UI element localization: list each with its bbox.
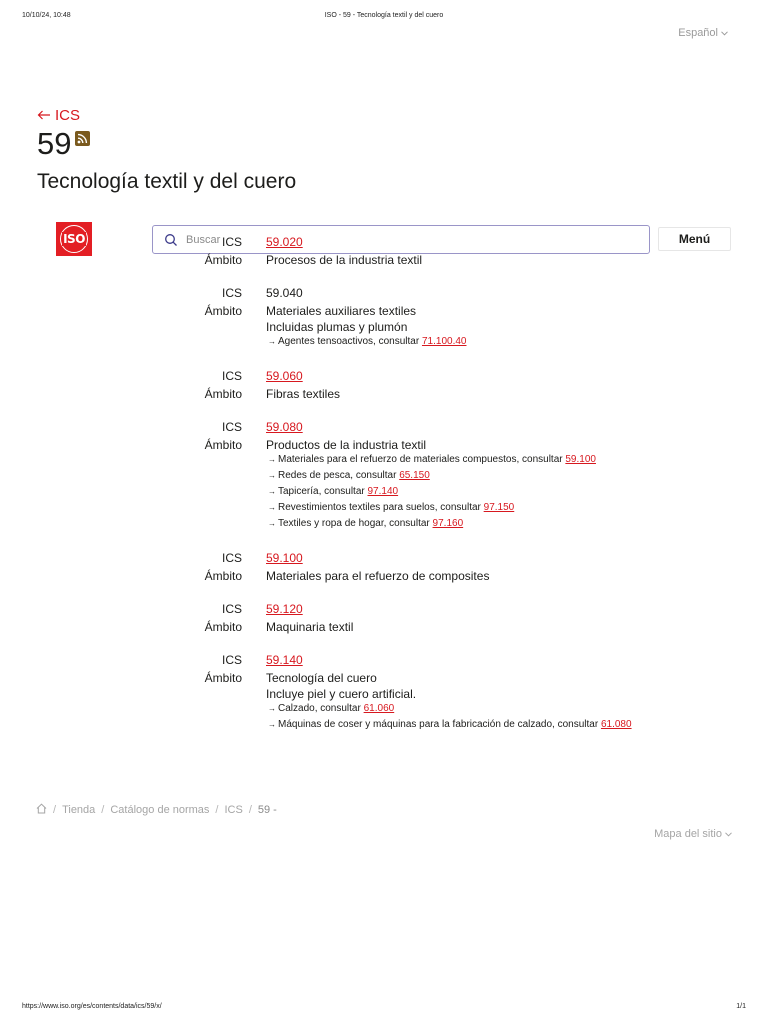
see-also-link[interactable]: 97.140 bbox=[367, 486, 399, 497]
print-page-number: 1/1 bbox=[736, 1003, 746, 1010]
see-also-text: Redes de pesca, consultar bbox=[278, 470, 397, 481]
see-also-text: Textiles y ropa de hogar, consultar bbox=[278, 518, 430, 529]
see-also-note bbox=[268, 703, 394, 714]
ics-label: ICS bbox=[221, 551, 242, 565]
see-also-text: Tapicería, consultar bbox=[278, 486, 365, 497]
arrow-right-icon: → bbox=[268, 720, 276, 729]
arrow-right-icon: → bbox=[268, 519, 276, 528]
see-also-note bbox=[268, 518, 463, 529]
scope-value: Tecnología del cuero bbox=[266, 671, 377, 685]
ics-label: ICS bbox=[221, 653, 242, 667]
scope-label: Ámbito bbox=[204, 569, 242, 583]
scope-label: Ámbito bbox=[204, 438, 242, 452]
scope-value: Fibras textiles bbox=[266, 387, 341, 401]
arrow-left-icon bbox=[37, 107, 51, 124]
arrow-right-icon: → bbox=[268, 337, 276, 346]
print-url: https://www.iso.org/es/contents/data/ics/59/x/ bbox=[22, 1003, 162, 1010]
ics-label: ICS bbox=[221, 602, 242, 616]
search-icon bbox=[164, 233, 178, 247]
search-input[interactable] bbox=[186, 234, 626, 246]
ics-label: ICS bbox=[221, 235, 242, 249]
arrow-right-icon: → bbox=[268, 487, 276, 496]
see-also-link[interactable]: 71.100.40 bbox=[421, 336, 467, 347]
scope-label: Ámbito bbox=[204, 671, 242, 685]
ics-code-value[interactable]: 59.140 bbox=[266, 653, 303, 667]
see-also-link[interactable]: 65.150 bbox=[399, 470, 430, 481]
breadcrumb-separator: / bbox=[101, 804, 105, 816]
breadcrumb-separator: / bbox=[53, 804, 57, 816]
back-link-label: ICS bbox=[55, 107, 81, 124]
breadcrumb-item-ics[interactable]: ICS bbox=[224, 804, 243, 816]
breadcrumb bbox=[36, 803, 277, 817]
see-also-text: Máquinas de coser y máquinas para la fabricación de calzado, consultar bbox=[278, 719, 599, 730]
scope-label: Ámbito bbox=[204, 620, 242, 634]
scope-value: Productos de la industria textil bbox=[266, 438, 427, 452]
breadcrumb-separator: / bbox=[248, 804, 252, 816]
see-also-note bbox=[268, 486, 398, 497]
see-also-text: Agentes tensoactivos, consultar bbox=[278, 336, 420, 347]
scope-value: Maquinaria textil bbox=[266, 620, 354, 634]
sitemap-label: Mapa del sitio bbox=[654, 828, 722, 840]
see-also-link[interactable]: 59.100 bbox=[565, 454, 596, 465]
scope-detail: Incluidas plumas y plumón bbox=[266, 320, 408, 334]
scope-detail: Incluye piel y cuero artificial. bbox=[266, 687, 417, 701]
ics-code-value[interactable]: 59.080 bbox=[266, 420, 303, 434]
see-also-note bbox=[268, 719, 632, 730]
ics-label: ICS bbox=[221, 369, 242, 383]
ics-label: ICS bbox=[221, 286, 242, 300]
ics-code-value[interactable]: 59.100 bbox=[266, 551, 303, 565]
see-also-text: Materiales para el refuerzo de materiales compuestos, consultar bbox=[278, 454, 563, 465]
breadcrumb-current: 59 - bbox=[257, 804, 277, 816]
back-link-ics[interactable] bbox=[37, 107, 80, 124]
arrow-right-icon: → bbox=[268, 704, 276, 713]
iso-logo[interactable]: ISO bbox=[56, 222, 92, 256]
scope-value: Procesos de la industria textil bbox=[266, 253, 423, 267]
ics-code-value[interactable]: 59.120 bbox=[266, 602, 303, 616]
ics-code: 59 bbox=[37, 126, 72, 161]
chevron-down-icon bbox=[721, 29, 728, 38]
see-also-link[interactable]: 97.150 bbox=[483, 502, 515, 513]
language-label: Español bbox=[678, 27, 718, 39]
sitemap-toggle[interactable] bbox=[654, 828, 732, 840]
ics-code-heading bbox=[37, 126, 90, 162]
arrow-right-icon: → bbox=[268, 455, 276, 464]
scope-value: Materiales para el refuerzo de composites bbox=[266, 569, 490, 583]
menu-button[interactable]: Menú bbox=[658, 227, 731, 251]
arrow-right-icon: → bbox=[268, 503, 276, 512]
chevron-down-icon bbox=[725, 828, 732, 840]
scope-value: Materiales auxiliares textiles bbox=[266, 304, 417, 318]
see-also-text: Calzado, consultar bbox=[278, 703, 361, 714]
ics-code-value[interactable]: 59.020 bbox=[266, 235, 303, 249]
arrow-right-icon: → bbox=[268, 471, 276, 480]
page-title: Tecnología textil y del cuero bbox=[37, 170, 297, 193]
see-also-note bbox=[268, 470, 430, 481]
see-also-link[interactable]: 61.080 bbox=[600, 719, 632, 730]
see-also-note bbox=[268, 502, 514, 513]
see-also-link[interactable]: 97.160 bbox=[432, 518, 464, 529]
see-also-text: Revestimientos textiles para suelos, consultar bbox=[278, 502, 481, 513]
ics-label: ICS bbox=[221, 420, 242, 434]
ics-code-value[interactable]: 59.060 bbox=[266, 369, 303, 383]
see-also-note bbox=[268, 336, 466, 347]
breadcrumb-item-store[interactable]: Tienda bbox=[62, 804, 96, 816]
scope-label: Ámbito bbox=[204, 304, 242, 318]
breadcrumb-item-catalog[interactable]: Catálogo de normas bbox=[110, 804, 210, 816]
see-also-note bbox=[268, 454, 596, 465]
scope-label: Ámbito bbox=[204, 253, 242, 267]
print-title: ISO - 59 - Tecnología textil y del cuero bbox=[324, 12, 444, 19]
home-icon[interactable] bbox=[36, 803, 47, 817]
scope-label: Ámbito bbox=[204, 387, 242, 401]
print-date: 10/10/24, 10:48 bbox=[22, 12, 71, 19]
breadcrumb-separator: / bbox=[215, 804, 219, 816]
ics-code-value: 59.040 bbox=[266, 286, 303, 300]
see-also-link[interactable]: 61.060 bbox=[363, 703, 395, 714]
language-selector[interactable] bbox=[678, 27, 728, 39]
rss-icon[interactable] bbox=[75, 131, 90, 146]
